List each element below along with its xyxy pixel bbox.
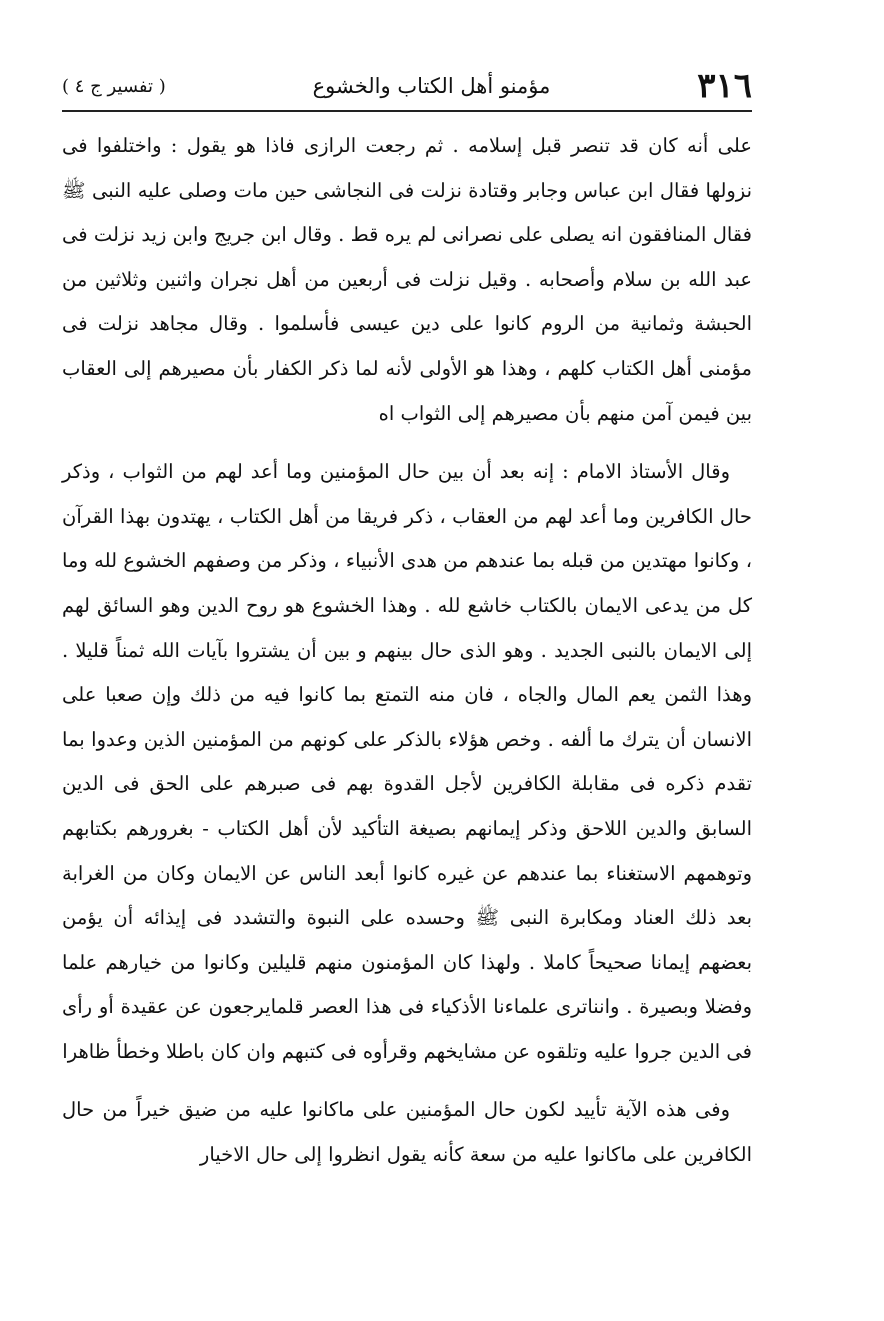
page-header [62, 62, 752, 110]
header-rule [62, 110, 752, 112]
paragraph-3: وفى هذه الآية تأييد لكون حال المؤمنين على ماكانوا عليه من ضيق خيراً من حال الكافرين على ماكانوا عليه من سعة كأنه يقول انظروا إلى حال الاخيار [62, 1098, 752, 1167]
page-number: ٣١٦ [697, 66, 752, 106]
paragraph-1: على أنه كان قد تنصر قبل إسلامه . ثم رجعت الرازى فاذا هو يقول : واختلفوا فى نزولها فقال ابن عباس وجابر وقتادة نزلت فى النجاشى حين مات وصلى عليه النبى ﷺ فقال المنافقون انه يصلى على نصرانى لم يره قط . وقال ابن جريج وابن زيد نزلت فى عبد الله بن سلام وأصحابه . وقيل نزلت فى أربعين من أهل نجران واثنين وثلاثين من الحبشة وثمانية من الروم كانوا على دين عيسى فأسلموا . وقال مجاهد نزلت فى مؤمنى أهل الكتاب كلهم ، وهذا هو الأولى لأنه لما ذكر الكفار بأن مصيرهم إلى العقاب بين فيمن آمن منهم بأن مصيرهم إلى الثواب اه [62, 134, 752, 425]
page-body [62, 124, 752, 1178]
book-reference: ( تفسير ج ٤ ) [62, 75, 166, 97]
paragraph-2: وقال الأستاذ الامام : إنه بعد أن بين حال المؤمنين وما أعد لهم من الثواب ، وذكر حال الكافرين وما أعد لهم من العقاب ، ذكر فريقا من أهل الكتاب ، يهتدون بهذا القرآن ، وكانوا مهتدين من قبله بما عندهم من هدى الأنبياء ، وذكر من وصفهم الخشوع لله وما كل من يدعى الايمان بالكتاب خاشع لله . وهذا الخشوع هو روح الدين وهو السائق لهم إلى الايمان بالنبى الجديد . وهو الذى حال بينهم و بين أن يشتروا بآيات الله ثمناً قليلا . وهذا الثمن يعم المال والجاه ، فان منه التمتع بما كانوا فيه من ذلك وإن صعبا على الانسان أن يترك ما ألفه . وخص هؤلاء بالذكر على كونهم من المؤمنين الذين وعدوا بما تقدم ذكره فى مقابلة الكافرين لأجل القدوة بهم فى صبرهم على الحق فى الدين السابق والدين اللاحق وذكر إيمانهم بصيغة التأكيد لأن أهل الكتاب - بغرورهم بكتابهم وتوهمهم الاستغناء بما عندهم عن غيره كانوا أبعد الناس عن الايمان وكان من الغرابة بعد ذلك العناد ومكابرة النبى ﷺ وحسده على النبوة والتشدد فى إيذائه أن يؤمن بعضهم إيمانا صحيحاً كاملا . ولهذا كان المؤمنون منهم قليلين وكانوا من خيارهم علما وفضلا وبصيرة . وانناترى علماءنا الأذكياء فى هذا العصر قلمايرجعون عن عقيدة أو رأى فى الدين جروا عليه وتلقوه عن مشايخهم وقرأوه فى كتبهم وان كان باطلا وخطأ ظاهرا [62, 460, 752, 1063]
running-title: مؤمنو أهل الكتاب والخشوع [312, 74, 551, 98]
